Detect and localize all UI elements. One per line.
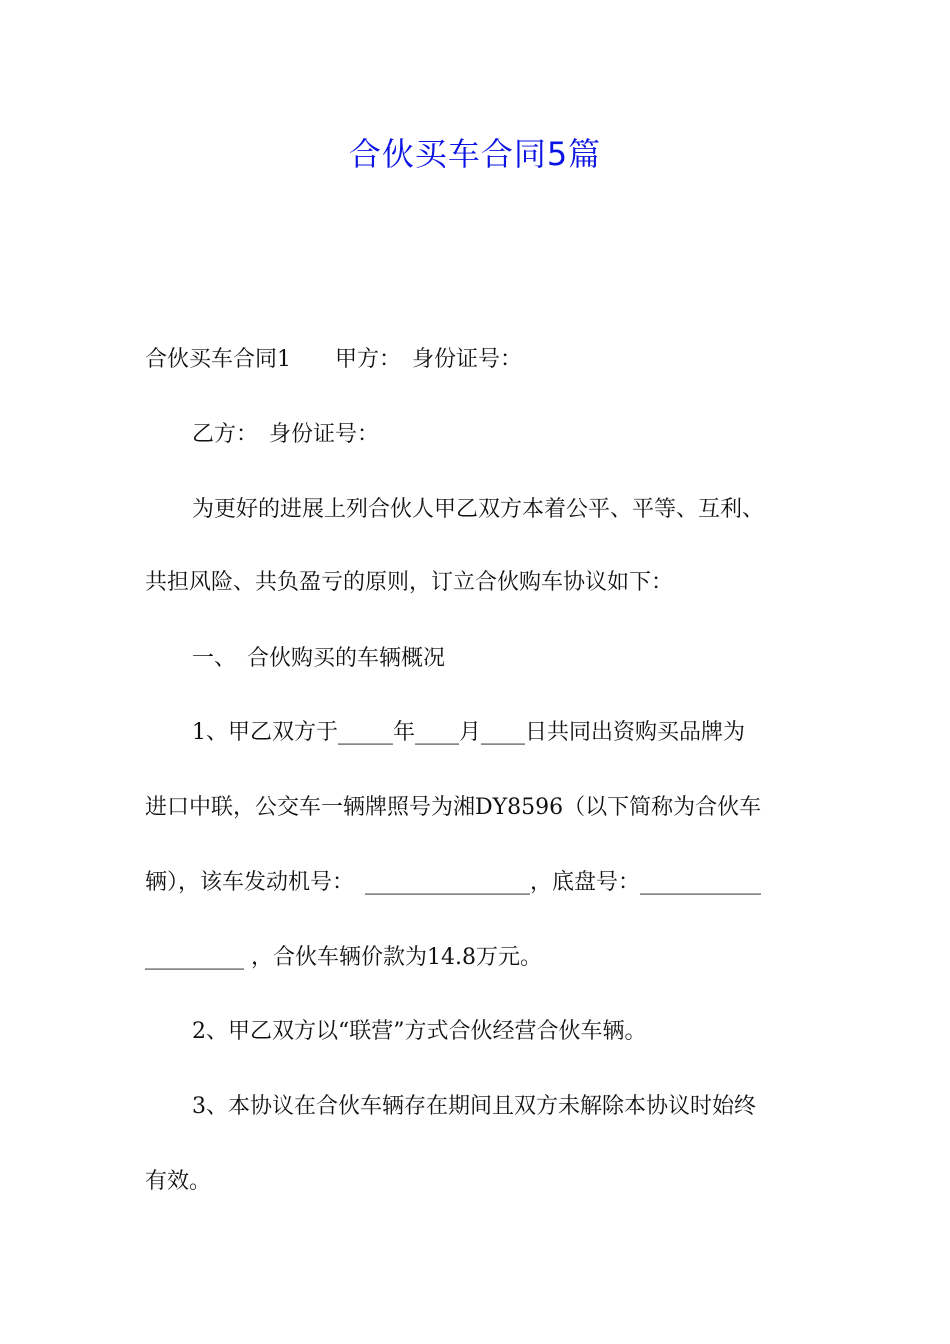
clause-1-line-1: 1、甲乙双方于_____年____月____日共同出资购买品牌为 bbox=[192, 720, 745, 745]
preamble-line-1: 为更好的进展上列合伙人甲乙双方本着公平、平等、互利、 bbox=[192, 497, 765, 522]
clause-2-line-1: 2、甲乙双方以“联营”方式合伙经营合伙车辆。 bbox=[192, 1019, 647, 1044]
clause-3-line-2: 有效。 bbox=[145, 1169, 212, 1194]
clause-3-line-1: 3、本协议在合伙车辆存在期间且双方未解除本协议时始终 bbox=[192, 1094, 756, 1119]
contract-heading-line: 合伙买车合同1 甲方： 身份证号： bbox=[145, 347, 522, 372]
section-heading-1: 一、 合伙购买的车辆概况 bbox=[192, 646, 446, 671]
clause-1-line-3: 辆），该车发动机号： _______________，底盘号：___________ bbox=[145, 870, 762, 895]
party-b-line: 乙方： 身份证号： bbox=[192, 422, 380, 447]
document-title: 合伙买车合同5篇 bbox=[348, 135, 602, 173]
clause-1-line-2: 进口中联，公交车一辆牌照号为湘DY8596（以下简称为合伙车 bbox=[145, 795, 762, 820]
preamble-line-2: 共担风险、共负盈亏的原则，订立合伙购车协议如下： bbox=[145, 570, 674, 595]
clause-1-line-4: _________ ，合伙车辆价款为14.8万元。 bbox=[145, 945, 542, 970]
